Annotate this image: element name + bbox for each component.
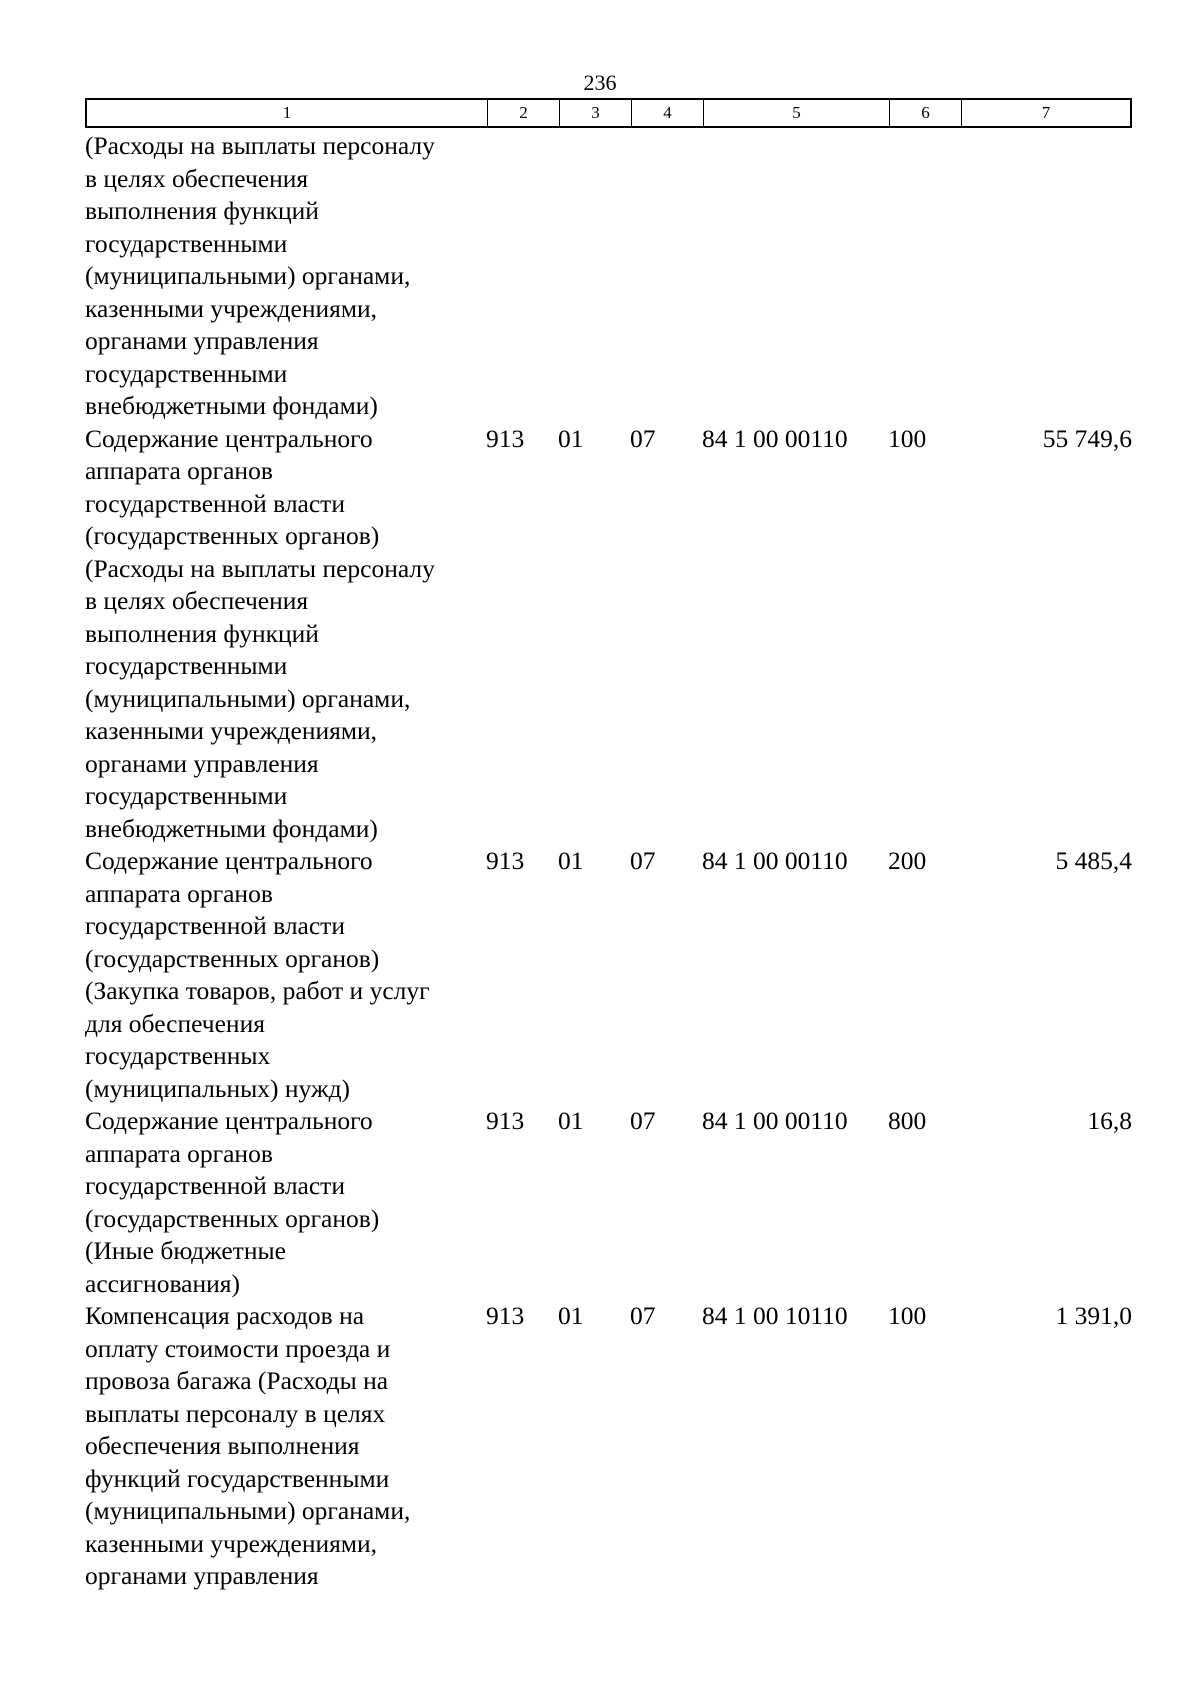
table-header: [85, 98, 1132, 128]
header-col-5: 5: [704, 100, 890, 126]
description-line: Компенсация расходов на: [85, 1301, 365, 1330]
expense-type-code: 200: [888, 846, 927, 875]
description-line: аппарата органов: [85, 456, 273, 485]
section-code: 01: [558, 1301, 584, 1330]
description-line: выполнения функций: [85, 196, 319, 225]
table-row: [85, 423, 1132, 846]
header-col-7: 7: [1041, 103, 1051, 122]
target-article-code: 84 1 00 00110: [702, 846, 848, 875]
subsection-code: 07: [630, 846, 656, 875]
description-line: государственной власти: [85, 488, 345, 518]
description-line: государственными: [85, 781, 288, 810]
description-line: государственными: [85, 228, 288, 258]
subsection-code: 07: [630, 1106, 656, 1135]
amount: 16,8: [1087, 1106, 1132, 1135]
target-article-code: 84 1 00 00110: [702, 1106, 848, 1135]
description-line: (Иные бюджетные: [85, 1236, 286, 1265]
budget-table-body: [85, 130, 1132, 1593]
row-description: [85, 1300, 485, 1593]
description-line: (Расходы на выплаты персоналу: [85, 131, 435, 160]
ministry-code: 913: [486, 1301, 525, 1330]
expense-type-code: 100: [888, 423, 927, 453]
description-line: казенными учреждениями,: [85, 1528, 378, 1558]
description-line: выполнения функций: [85, 618, 319, 648]
description-line: казенными учреждениями,: [85, 293, 378, 323]
target-article-code: 84 1 00 10110: [702, 1301, 848, 1330]
ministry-code: 913: [486, 846, 525, 875]
target-article-code: 84 1 00 00110: [702, 423, 848, 453]
header-col-4: 4: [632, 100, 704, 126]
row-description: [85, 845, 485, 1105]
section-code: 01: [558, 423, 584, 453]
description-line: аппарата органов: [85, 878, 273, 908]
description-line: для обеспечения: [85, 1008, 265, 1038]
description-line: (государственных органов): [85, 943, 380, 973]
amount: 5 485,4: [1055, 846, 1132, 875]
table-row: [85, 845, 1132, 1105]
description-line: (государственных органов): [85, 521, 380, 550]
description-line: органами управления: [85, 1561, 319, 1590]
description-line: обеспечения выполнения: [85, 1431, 360, 1460]
table-row: [85, 1105, 1132, 1300]
expense-type-code: 800: [888, 1106, 927, 1135]
description-line: казенными учреждениями,: [85, 716, 378, 745]
description-line: (муниципальными) органами,: [85, 683, 411, 713]
description-line: (муниципальных) нужд): [85, 1073, 351, 1103]
row-description: [85, 130, 485, 423]
description-line: Содержание центрального: [85, 423, 373, 453]
description-line: в целях обеспечения: [85, 163, 309, 193]
description-line: (Закупка товаров, работ и услуг: [85, 976, 430, 1005]
ministry-code: 913: [486, 1106, 525, 1135]
description-line: государственной власти: [85, 911, 345, 940]
description-line: ассигнования): [85, 1268, 240, 1298]
header-col-3: 3: [560, 100, 632, 126]
expense-type-code: 100: [888, 1301, 927, 1330]
section-code: 01: [558, 846, 584, 875]
description-line: государственных: [85, 1041, 271, 1070]
description-line: органами управления: [85, 748, 319, 778]
description-line: в целях обеспечения: [85, 586, 309, 615]
description-line: (Расходы на выплаты персоналу: [85, 553, 435, 583]
subsection-code: 07: [630, 1301, 656, 1330]
row-description: [85, 423, 485, 846]
description-line: выплаты персоналу в целях: [85, 1398, 386, 1428]
description-line: (муниципальными) органами,: [85, 1496, 411, 1525]
description-line: оплату стоимости проезда и: [85, 1333, 391, 1363]
description-line: Содержание центрального: [85, 846, 373, 875]
description-line: (государственных органов): [85, 1203, 380, 1233]
table-row: [85, 130, 1132, 423]
amount: 1 391,0: [1055, 1301, 1132, 1330]
ministry-code: 913: [486, 423, 525, 453]
header-col-6: 6: [890, 100, 962, 126]
description-line: аппарата органов: [85, 1138, 273, 1168]
description-line: внебюджетными фондами): [85, 391, 378, 420]
page-number: 236: [583, 70, 617, 95]
description-line: провоза багажа (Расходы на: [85, 1366, 389, 1395]
subsection-code: 07: [630, 423, 656, 453]
amount: 55 749,6: [1042, 423, 1132, 453]
description-line: государственными: [85, 358, 288, 388]
description-line: функций государственными: [85, 1463, 390, 1493]
header-col-1: 1: [87, 100, 488, 126]
row-description: [85, 1105, 485, 1300]
description-line: органами управления: [85, 326, 319, 355]
description-line: Содержание центрального: [85, 1106, 373, 1135]
section-code: 01: [558, 1106, 584, 1135]
description-line: государственной власти: [85, 1171, 345, 1200]
description-line: (муниципальными) органами,: [85, 261, 411, 290]
description-line: внебюджетными фондами): [85, 813, 378, 843]
table-row: [85, 1300, 1132, 1593]
header-col-2: 2: [488, 100, 560, 126]
description-line: государственными: [85, 651, 288, 680]
